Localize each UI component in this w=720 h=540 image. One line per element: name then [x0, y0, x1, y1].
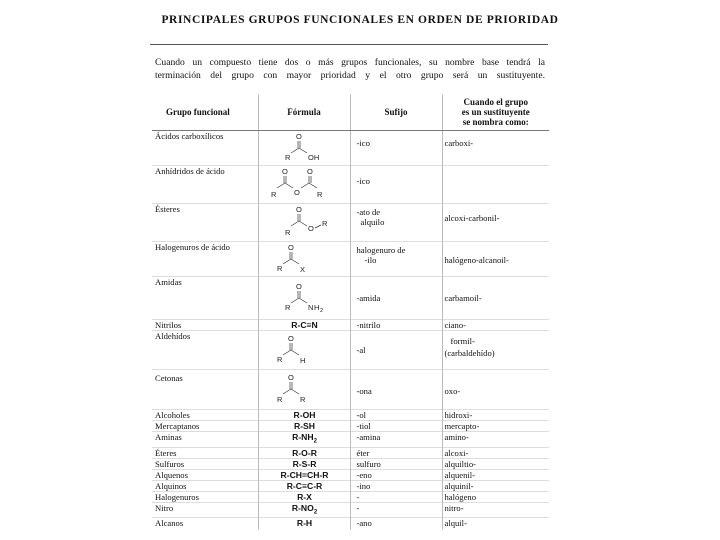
table-row [152, 518, 549, 530]
bond [283, 389, 291, 394]
suffix [350, 242, 442, 277]
formula: R-C≡N [258, 320, 350, 331]
group-name: Anhídridos de ácido [152, 166, 258, 204]
table-header-row [152, 94, 549, 131]
group-name: Ácidos carboxílicos [152, 131, 258, 166]
table-row [152, 491, 549, 502]
intro-line-1: Cuando un compuesto tiene dos o más grupos funcionales, su nombre base tendrá la [155, 57, 545, 68]
suffix: -ol [350, 410, 442, 421]
table-row [152, 421, 549, 432]
atom-h: H [314, 303, 320, 312]
atom-r: R [300, 395, 306, 404]
atom-n: N [308, 303, 314, 312]
carboxylic-acid-structure [259, 131, 349, 163]
group-name: Alquenos [152, 469, 258, 480]
substituent-name: halógeno-alcanoil- [442, 242, 549, 277]
atom-o-ester: O [308, 224, 314, 233]
suffix-line-2: alquilo [360, 217, 385, 227]
bond [299, 148, 307, 153]
functional-groups-table [152, 94, 549, 530]
bond [291, 221, 299, 226]
bond [291, 148, 299, 153]
group-name: Alcanos [152, 518, 258, 530]
suffix: -nitrilo [350, 320, 442, 331]
suffix [350, 204, 442, 242]
substituent-line-2: (carbaldehído) [444, 348, 495, 358]
substituent-name: alquenil- [442, 469, 549, 480]
formula-subscript: 2 [313, 509, 318, 516]
suffix: -amida [350, 277, 442, 320]
atom-o: O [282, 167, 288, 176]
suffix-line-1: -ato de [356, 207, 381, 217]
substituent-name: nitro- [442, 502, 549, 518]
suffix-line-2: -ilo [364, 255, 377, 265]
group-name: Nitrilos [152, 320, 258, 331]
suffix: -tiol [350, 421, 442, 432]
atom-o-bridge: O [294, 188, 300, 197]
substituent-name: mercapto- [442, 421, 549, 432]
group-name: Alcoholes [152, 410, 258, 421]
amide-structure [259, 277, 349, 317]
formula-structure [258, 331, 350, 370]
header-substituent [442, 94, 549, 131]
formula-text: R-NO [291, 502, 314, 513]
table-row [152, 502, 549, 518]
suffix-line-1: halogenuro de [356, 245, 406, 255]
group-name: Amidas [152, 277, 258, 320]
bond [315, 225, 321, 228]
bond [277, 183, 285, 188]
substituent-name: alquiltio- [442, 458, 549, 469]
table-row [152, 447, 549, 458]
group-name: Nitro [152, 502, 258, 518]
suffix: -al [350, 331, 442, 370]
header-substituent-line-1: Cuando el grupo [463, 97, 529, 107]
bond [301, 183, 309, 188]
suffix: -ico [350, 131, 442, 166]
suffix: -ico [350, 166, 442, 204]
acyl-halide-structure [259, 242, 349, 274]
bond [309, 183, 317, 188]
atom-r: R [317, 190, 323, 199]
bond [299, 221, 307, 226]
header-group: Grupo funcional [152, 94, 258, 131]
header-formula: Fórmula [258, 94, 350, 131]
atom-o: O [296, 132, 302, 141]
atom-r: R [277, 395, 283, 404]
substituent-name: alcoxi- [442, 447, 549, 458]
suffix: - [350, 491, 442, 502]
table-row [152, 204, 549, 242]
bond [291, 298, 299, 303]
suffix: -amina [350, 432, 442, 448]
intro-line-2: terminación del grupo con mayor prioridad y el otro grupo será un sustituyente. [155, 69, 545, 81]
page-title: PRINCIPALES GRUPOS FUNCIONALES EN ORDEN DE PRIORIDAD [161, 14, 559, 26]
group-name: Mercaptanos [152, 421, 258, 432]
atom-o: O [307, 167, 313, 176]
suffix: sulfuro [350, 458, 442, 469]
bond [291, 259, 299, 264]
atom-r: R [271, 190, 277, 199]
atom-oh: OH [308, 153, 320, 162]
formula-structure [258, 204, 350, 242]
bond [299, 298, 307, 303]
bond [283, 259, 291, 264]
formula-structure [258, 370, 350, 410]
group-name: Aldehídos [152, 331, 258, 370]
formula: R-O-R [258, 447, 350, 458]
group-name: Ésteres [152, 204, 258, 242]
table-row [152, 320, 549, 331]
suffix: -eno [350, 469, 442, 480]
formula-text: R-NH [292, 432, 314, 442]
substituent-name: halógeno [442, 491, 549, 502]
table-row [152, 469, 549, 480]
substituent-name: hidroxi- [442, 410, 549, 421]
atom-o: O [288, 334, 294, 343]
bond [285, 183, 293, 188]
atom-x: X [300, 265, 306, 274]
bond [291, 389, 299, 394]
formula: R-C≡C-R [258, 480, 350, 491]
substituent-name: alcoxi-carbonil- [442, 204, 549, 242]
ester-structure [259, 204, 349, 239]
formula-structure [258, 277, 350, 320]
header-substituent-line-3: se nombra como: [462, 117, 529, 127]
formula: R-H [258, 518, 350, 530]
formula: R-S-R [258, 458, 350, 469]
substituent-name: alquinil- [442, 480, 549, 491]
suffix: -ano [350, 518, 442, 530]
intro-paragraph [155, 57, 545, 82]
substituent-name: ciano- [442, 320, 549, 331]
atom-r: R [285, 228, 291, 237]
header-suffix: Sufijo [350, 94, 442, 131]
substituent-name: amino- [442, 432, 549, 448]
atom-r: R [277, 355, 283, 364]
formula: R-SH [258, 421, 350, 432]
suffix: - [350, 502, 442, 518]
suffix: -ino [350, 480, 442, 491]
substituent-name [442, 331, 549, 370]
table-row [152, 480, 549, 491]
substituent-name: oxo- [442, 370, 549, 410]
atom-r: R [322, 219, 328, 228]
group-name: Éteres [152, 447, 258, 458]
formula: R-CH=CH-R [258, 469, 350, 480]
group-name: Aminas [152, 432, 258, 448]
atom-o: O [288, 373, 294, 382]
formula-subscript: 2 [313, 438, 317, 445]
formula-structure [258, 242, 350, 277]
table-row [152, 242, 549, 277]
atom-o: O [296, 282, 302, 291]
atom-r: R [285, 153, 291, 162]
suffix: éter [350, 447, 442, 458]
formula: R-OH [258, 410, 350, 421]
title-divider [150, 44, 548, 45]
formula-structure [258, 166, 350, 204]
table-row [152, 331, 549, 370]
table-row [152, 277, 549, 320]
group-name: Sulfuros [152, 458, 258, 469]
group-name: Cetonas [152, 370, 258, 410]
table-row [152, 410, 549, 421]
bond [291, 350, 299, 355]
ketone-structure [259, 370, 349, 407]
atom-r: R [277, 264, 283, 273]
substituent-name: carboxi- [442, 131, 549, 166]
atom-o: O [288, 243, 294, 252]
formula [258, 502, 350, 518]
atom-o: O [296, 205, 302, 214]
group-name: Alquinos [152, 480, 258, 491]
formula [258, 432, 350, 448]
formula-structure [258, 131, 350, 166]
group-name: Halogenuros [152, 491, 258, 502]
atom-r: R [285, 303, 291, 312]
table-row [152, 458, 549, 469]
table-row [152, 432, 549, 448]
substituent-name [442, 166, 549, 204]
table-row [152, 131, 549, 166]
formula: R-X [258, 491, 350, 502]
group-name: Halogenuros de ácido [152, 242, 258, 277]
substituent-line-1: formil- [450, 336, 475, 346]
atom-h: H [300, 356, 306, 365]
substituent-name: carbamoil- [442, 277, 549, 320]
table-row [152, 166, 549, 204]
subscript-2: 2 [320, 308, 324, 314]
header-substituent-line-2: es un sustituyente [461, 107, 530, 117]
suffix: -ona [350, 370, 442, 410]
bond [283, 350, 291, 355]
substituent-name: alquil- [442, 518, 549, 530]
aldehyde-structure [259, 331, 349, 367]
anhydride-structure [259, 166, 349, 201]
table-row [152, 370, 549, 410]
